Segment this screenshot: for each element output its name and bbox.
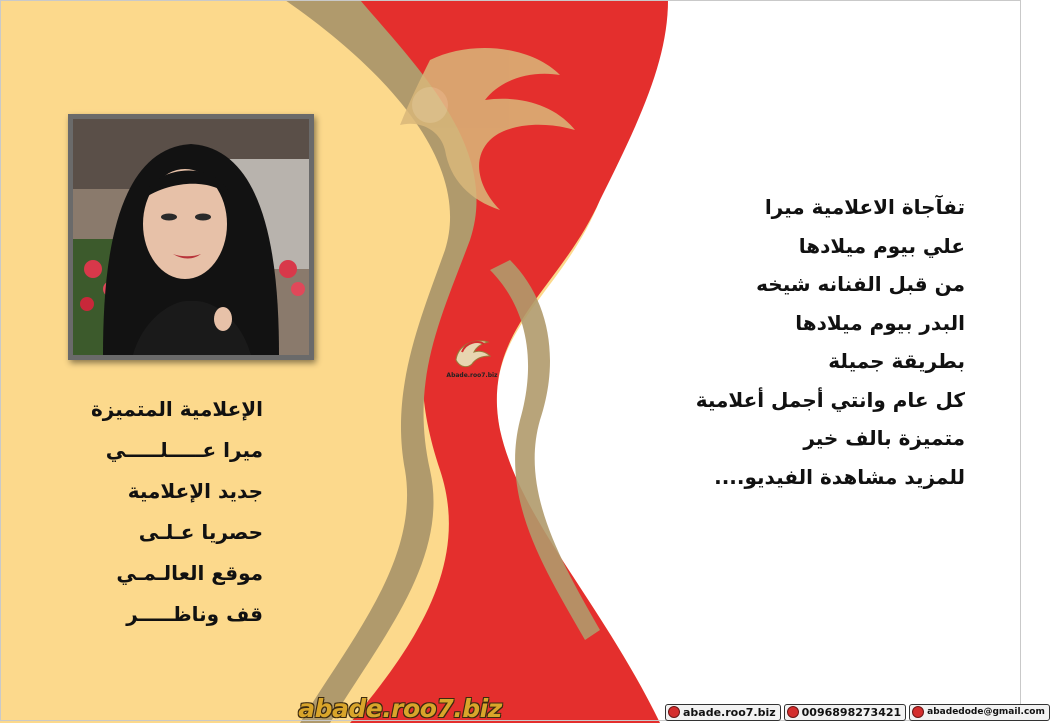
phone-icon bbox=[787, 706, 799, 718]
globe-icon bbox=[668, 706, 680, 718]
site-watermark: abade.roo7.biz bbox=[298, 694, 502, 723]
announcement-text bbox=[605, 188, 965, 496]
falcon-logo-icon bbox=[448, 330, 496, 378]
announcement-line: تفآجاة الاعلامية ميرا bbox=[764, 195, 965, 219]
announcement-line: متميزة بالف خير bbox=[803, 426, 965, 450]
portrait-photo bbox=[68, 114, 314, 360]
caption-text bbox=[43, 389, 263, 635]
caption-line: ميرا عـــــلـــــي bbox=[105, 438, 263, 462]
email-chip[interactable] bbox=[909, 704, 1050, 721]
announcement-line: كل عام وانتي أجمل أعلامية bbox=[695, 387, 965, 412]
woman-portrait-icon bbox=[73, 119, 309, 355]
caption-line: جديد الإعلامية bbox=[127, 479, 263, 503]
announcement-line: البدر بيوم ميلادها bbox=[795, 310, 965, 335]
site-chip[interactable] bbox=[665, 704, 781, 721]
email-icon bbox=[912, 706, 924, 718]
phone-chip[interactable] bbox=[784, 704, 907, 721]
announcement-line: من قبل الفنانه شيخه bbox=[756, 272, 965, 296]
caption-line: حصريا عـلـى bbox=[138, 520, 263, 544]
site-label: abade.roo7.biz bbox=[683, 705, 776, 719]
announcement-line: للمزيد مشاهدة الفيديو.... bbox=[714, 464, 965, 489]
contact-bar bbox=[665, 703, 1050, 721]
email-label: abadedode@gmail.com bbox=[927, 707, 1045, 717]
caption-line: الإعلامية المتميزة bbox=[91, 397, 263, 421]
announcement-line: علي بيوم ميلادها bbox=[798, 233, 965, 258]
caption-line: قف وناظـــــر bbox=[126, 602, 263, 626]
mini-logo-caption: Abade.roo7.biz bbox=[446, 372, 498, 379]
announcement-line: بطريقة جميلة bbox=[828, 349, 965, 373]
caption-line: موقع العالـمـي bbox=[116, 561, 263, 585]
phone-label: 0096898273421 bbox=[801, 705, 902, 719]
